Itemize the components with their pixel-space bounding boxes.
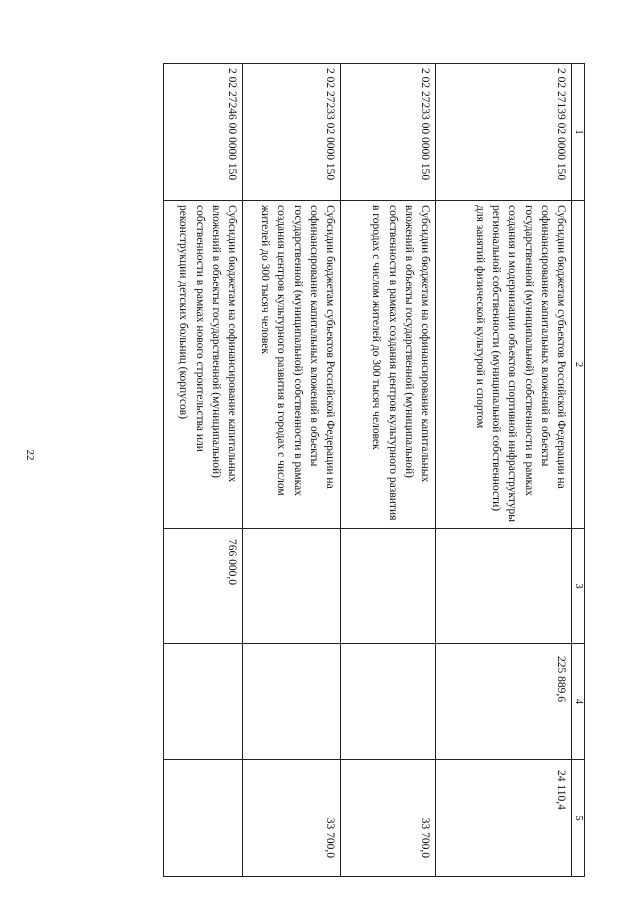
budget-table [163,63,585,877]
row-col4 [341,644,436,760]
row-col4 [243,644,341,760]
row-code: 2 02 27139 02 0000 150 [436,64,572,201]
table-row [243,64,341,877]
table-row [164,64,243,877]
row-col3: 766 000,0 [164,529,243,644]
row-col3 [243,529,341,644]
row-col5: 24 110,4 [436,760,572,877]
row-name: Субсидии бюджетам на софинансирование капитальных вложений в объекты государственной (муниципальной) собственности в рамках нового строительства или реконструкции детских больниц (корпусов) [164,201,243,529]
header-col-1: 1 [572,64,585,201]
row-code: 2 02 27233 02 0000 150 [243,64,341,201]
row-col3 [341,529,436,644]
row-col4: 225 889,6 [436,644,572,760]
row-name: Субсидии бюджетам субъектов Российской Федерации на софинансирование капитальных вложений в объекты государственной (муниципальной) собственности в рамках создания центров культурного развития в городах с числом жителей до 300 тысяч человек [243,201,341,529]
header-col-5: 5 [572,760,585,877]
header-row [572,64,585,877]
header-col-2: 2 [572,201,585,529]
header-col-4: 4 [572,644,585,760]
header-col-3: 3 [572,529,585,644]
row-col3 [436,529,572,644]
page-number: 22 [24,449,36,461]
row-col5 [164,760,243,877]
row-name: Субсидии бюджетам субъектов Российской Федерации на софинансирование капитальных вложений в объекты государственной (муниципальной) собственности в рамках создания и модернизации объектов спортивной инфраструктуры региональной собственности (муниципальной собственности) для занятий физической культурой и спортом [436,201,572,529]
row-col5: 33 700,0 [243,760,341,877]
row-code: 2 02 27233 00 0000 150 [341,64,436,201]
row-code: 2 02 27246 00 0000 150 [164,64,243,201]
row-col4 [164,644,243,760]
rotated-table-container [63,63,585,876]
table-row [341,64,436,877]
row-name: Субсидии бюджетам на софинансирование капитальных вложений в объекты государственной (муниципальной) собственности в рамках создания центров культурного развития в городах с числом жителей до 300 тысяч человек [341,201,436,529]
table-row [436,64,572,877]
row-col5: 33 700,0 [341,760,436,877]
